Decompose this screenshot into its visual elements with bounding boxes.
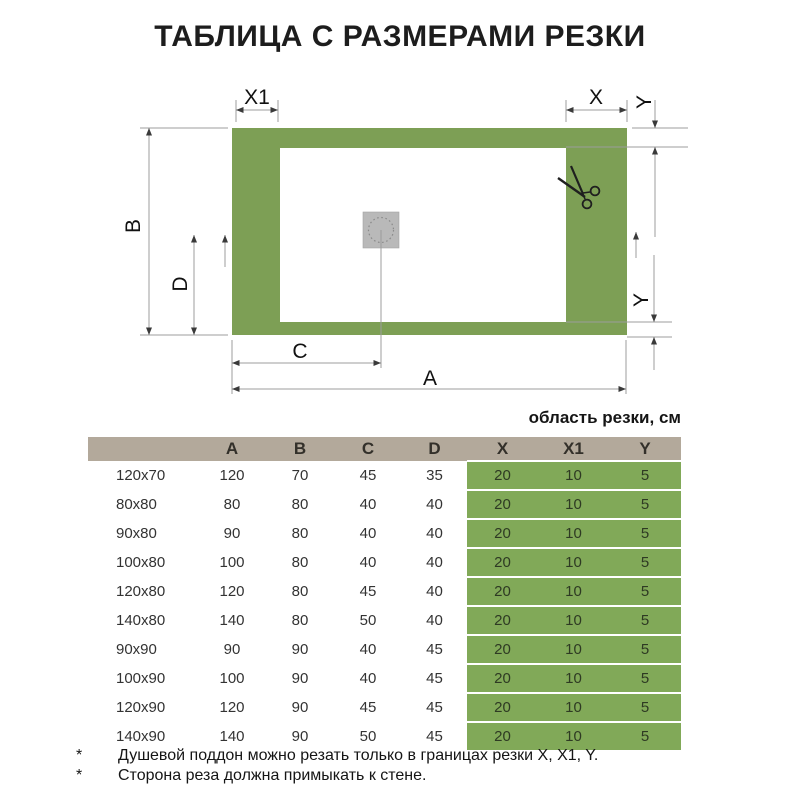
row-label: 90x80 xyxy=(116,525,157,542)
row-label: 80x80 xyxy=(116,496,157,513)
table-cell: 90 xyxy=(291,727,309,745)
table-cell: 20 xyxy=(467,490,538,519)
table-cell: 40 xyxy=(359,641,377,658)
table-row xyxy=(88,693,681,722)
table-cell: 10 xyxy=(538,635,609,664)
tray-outline xyxy=(232,128,627,335)
table-cell: 20 xyxy=(467,635,538,664)
row-label: 100x80 xyxy=(116,554,166,571)
table-cell: 45 xyxy=(359,583,377,600)
row-label: 90x90 xyxy=(116,641,157,658)
table-cell: 40 xyxy=(426,554,443,571)
table-cell: 20 xyxy=(467,693,538,722)
table-cell: 80 xyxy=(223,496,241,513)
column-header-b: B xyxy=(266,437,334,461)
table-cell: 5 xyxy=(609,722,681,750)
table-cell: 45 xyxy=(426,641,443,658)
column-header-d: D xyxy=(402,437,467,461)
table-cell: 45 xyxy=(359,699,377,716)
table-cell: 90 xyxy=(223,525,241,542)
table-cell: 20 xyxy=(467,577,538,606)
table-cell: 80 xyxy=(291,525,309,542)
table-cell: 45 xyxy=(426,670,443,687)
table-cell: 45 xyxy=(426,727,443,745)
table-row xyxy=(88,722,681,750)
table-cell: 20 xyxy=(467,548,538,577)
table-cell: 90 xyxy=(291,641,309,658)
table-cell: 40 xyxy=(359,496,377,513)
dim-label-y-bottom: Y xyxy=(630,292,653,308)
dim-label-c: C xyxy=(292,340,308,363)
table-cell: 90 xyxy=(223,641,241,658)
table-cell: 140 xyxy=(219,727,245,745)
column-header-size xyxy=(88,437,198,461)
table-cell: 80 xyxy=(291,612,309,629)
table-row xyxy=(88,461,681,490)
table-cell: 40 xyxy=(426,612,443,629)
footnote-text: Сторона реза должна примыкать к стене. xyxy=(118,767,427,784)
row-label: 120x90 xyxy=(116,699,166,716)
table-cell: 5 xyxy=(609,548,681,577)
footnote-marker: * xyxy=(76,747,83,764)
row-label: 120x70 xyxy=(116,467,166,484)
table-cell: 10 xyxy=(538,548,609,577)
table-row xyxy=(88,635,681,664)
table-cell: 10 xyxy=(538,693,609,722)
table-cell: 5 xyxy=(609,461,681,490)
table-cell: 40 xyxy=(426,525,443,542)
table-row xyxy=(88,664,681,693)
table-cell: 20 xyxy=(467,606,538,635)
table-cell: 120 xyxy=(219,583,245,600)
column-header-c: C xyxy=(334,437,402,461)
dim-label-b: B xyxy=(122,218,145,234)
footnote-marker: * xyxy=(76,767,83,784)
table-cell: 50 xyxy=(359,727,377,745)
table-cell: 10 xyxy=(538,577,609,606)
dimension-drawing xyxy=(0,78,800,408)
table-cell: 5 xyxy=(609,519,681,548)
table-row xyxy=(88,548,681,577)
table-cell: 20 xyxy=(467,664,538,693)
table-cell: 50 xyxy=(359,612,377,629)
table-cell: 80 xyxy=(291,583,309,600)
cut-area-caption: область резки, см xyxy=(528,408,681,427)
table-cell: 40 xyxy=(426,496,443,513)
table-cell: 5 xyxy=(609,606,681,635)
dim-label-y-top: Y xyxy=(633,94,656,110)
table-cell: 70 xyxy=(291,467,309,484)
table-cell: 35 xyxy=(426,467,443,484)
table-cell: 120 xyxy=(219,699,245,716)
column-header-y: Y xyxy=(609,437,681,461)
table-row xyxy=(88,490,681,519)
table-cell: 80 xyxy=(291,496,309,513)
column-header-a: A xyxy=(198,437,266,461)
row-label: 140x90 xyxy=(116,727,166,745)
table-row xyxy=(88,577,681,606)
table-cell: 10 xyxy=(538,519,609,548)
table-cell: 10 xyxy=(538,664,609,693)
column-header-x1: X1 xyxy=(538,437,609,461)
table-cell: 120 xyxy=(219,467,245,484)
dim-label-x: X xyxy=(588,86,604,109)
table-cell: 100 xyxy=(219,554,245,571)
table-cell: 5 xyxy=(609,693,681,722)
table-cell: 40 xyxy=(359,554,377,571)
table-cell: 10 xyxy=(538,722,609,750)
cutting-dimensions-table xyxy=(88,437,681,750)
table-row xyxy=(88,519,681,548)
table-row xyxy=(88,606,681,635)
table-cell: 90 xyxy=(291,670,309,687)
table-cell: 100 xyxy=(219,670,245,687)
footnote-text: Душевой поддон можно резать только в границах резки X, X1, Y. xyxy=(118,747,599,764)
table-cell: 10 xyxy=(538,606,609,635)
dim-label-x1: X1 xyxy=(244,86,270,109)
table-cell: 45 xyxy=(359,467,377,484)
table-cell: 5 xyxy=(609,635,681,664)
table-cell: 45 xyxy=(426,699,443,716)
table-cell: 20 xyxy=(467,461,538,490)
table-cell: 20 xyxy=(467,722,538,750)
table-cell: 40 xyxy=(359,670,377,687)
table-cell: 5 xyxy=(609,577,681,606)
row-label: 120x80 xyxy=(116,583,166,600)
table-cell: 10 xyxy=(538,461,609,490)
table-cell: 140 xyxy=(219,612,245,629)
table-cell: 10 xyxy=(538,490,609,519)
column-header-x: X xyxy=(467,437,538,461)
table-cell: 20 xyxy=(467,519,538,548)
table-header-row xyxy=(88,437,681,461)
table-cell: 90 xyxy=(291,699,309,716)
cutting-diagram xyxy=(0,78,800,408)
page-title: ТАБЛИЦА С РАЗМЕРАМИ РЕЗКИ xyxy=(154,20,646,53)
dim-label-a: A xyxy=(422,367,438,390)
table-cell: 5 xyxy=(609,664,681,693)
drain-icon xyxy=(363,212,399,248)
table-cell: 40 xyxy=(426,583,443,600)
table-cell: 40 xyxy=(359,525,377,542)
table-cell: 5 xyxy=(609,490,681,519)
table-cell: 80 xyxy=(291,554,309,571)
row-label: 100x90 xyxy=(116,670,166,687)
dim-label-d: D xyxy=(169,276,192,292)
row-label: 140x80 xyxy=(116,612,166,629)
